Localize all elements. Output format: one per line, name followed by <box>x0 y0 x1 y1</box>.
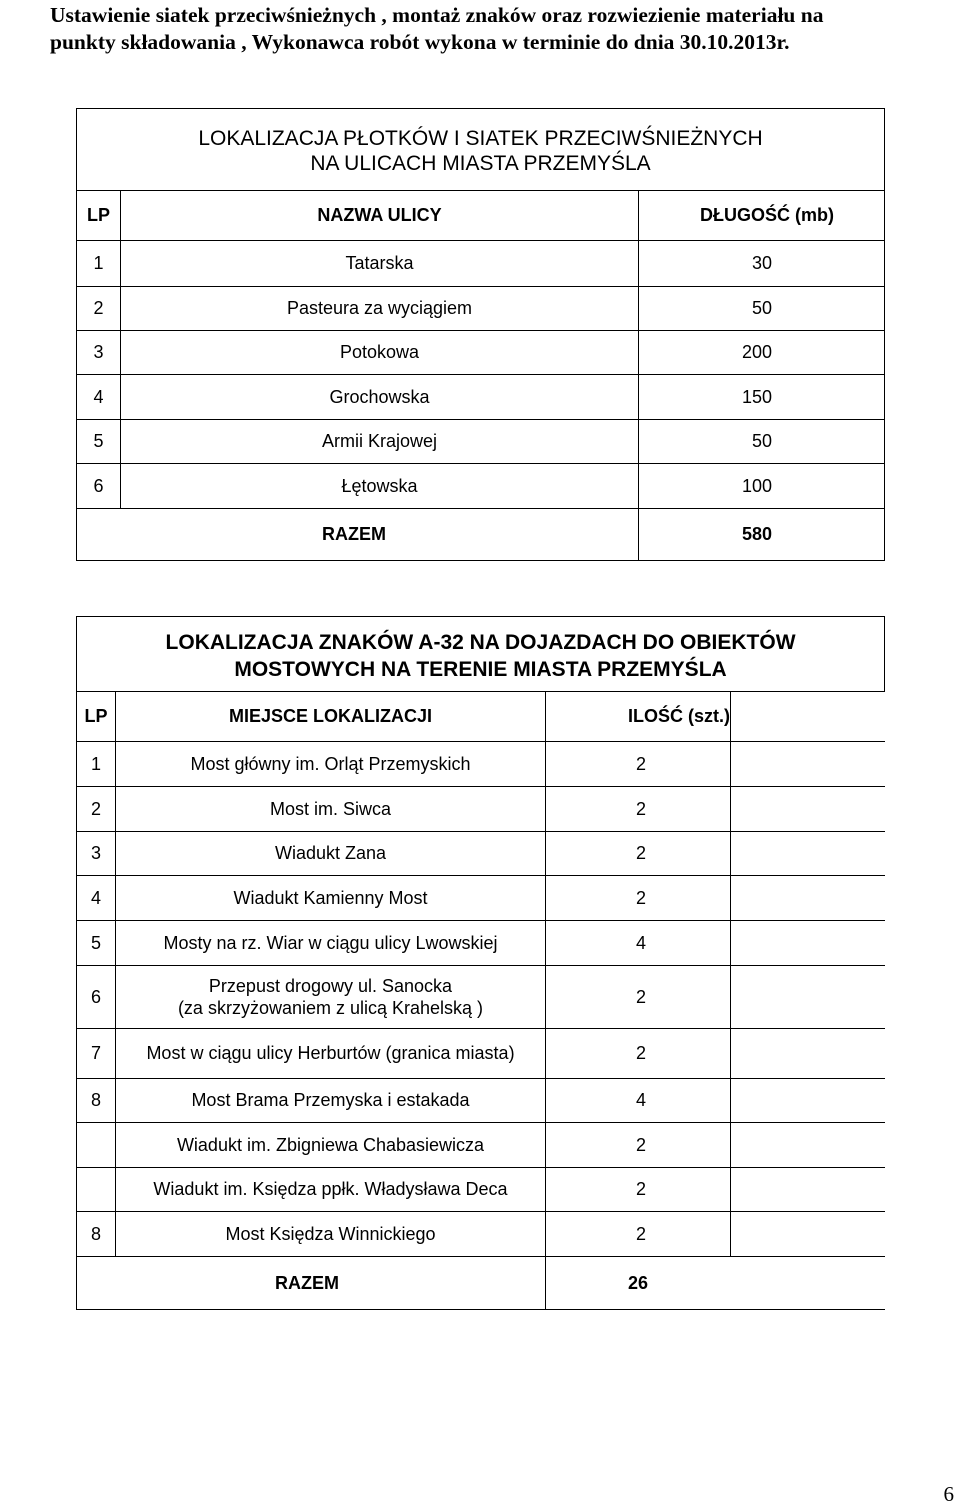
signs-table-title <box>77 617 885 692</box>
row-place: Most główny im. Orląt Przemyskich <box>116 742 546 787</box>
table-row <box>77 464 885 509</box>
page-number: 6 <box>943 1482 954 1506</box>
intro-line-1: Ustawienie siatek przeciwśnieżnych , montaż znaków oraz rozwiezienie materiału na <box>50 3 824 27</box>
row-lp: 8 <box>77 1079 116 1123</box>
table-row <box>77 832 885 876</box>
signs-header-row <box>77 692 885 742</box>
row-place: Mosty na rz. Wiar w ciągu ulicy Lwowskiej <box>116 921 546 966</box>
table-row <box>77 876 885 921</box>
row-street: Łętowska <box>121 464 639 509</box>
row-qty: 2 <box>546 832 731 876</box>
fences-title-line-2: NA ULICACH MIASTA PRZEMYŚLA <box>310 152 651 175</box>
row-lp: 4 <box>77 876 116 921</box>
fences-total-row <box>77 509 885 561</box>
table-row <box>77 787 885 832</box>
table-row <box>77 420 885 464</box>
row-place: Most Księdza Winnickiego <box>116 1212 546 1257</box>
intro-text <box>50 2 930 56</box>
table-row <box>77 375 885 420</box>
table-row <box>77 287 885 331</box>
row-place: Most w ciągu ulicy Herburtów (granica miasta) <box>116 1029 546 1079</box>
header-place: MIEJSCE LOKALIZACJI <box>116 692 546 742</box>
row-qty: 2 <box>546 876 731 921</box>
intro-line-2: punkty składowania , Wykonawca robót wykona w terminie do dnia 30.10.2013r. <box>50 30 790 54</box>
fences-table <box>76 108 885 561</box>
signs-table <box>76 616 885 1310</box>
row-lp: 1 <box>77 241 121 287</box>
total-label: RAZEM <box>77 509 639 561</box>
table-row <box>77 241 885 287</box>
table-row <box>77 921 885 966</box>
header-lp: LP <box>77 692 116 742</box>
total-value: 26 <box>546 1257 731 1310</box>
row-place-line-1: Przepust drogowy ul. Sanocka <box>208 976 453 996</box>
row-lp: 6 <box>77 966 116 1029</box>
table-row <box>77 742 885 787</box>
table-row <box>77 1212 885 1257</box>
table-row <box>77 1123 885 1168</box>
row-length: 50 <box>639 420 885 464</box>
row-street: Potokowa <box>121 331 639 375</box>
fences-table-title <box>77 109 885 191</box>
row-place: Most Brama Przemyska i estakada <box>116 1079 546 1123</box>
row-street: Tatarska <box>121 241 639 287</box>
row-street: Armii Krajowej <box>121 420 639 464</box>
row-qty: 2 <box>546 1123 731 1168</box>
row-lp <box>77 1123 116 1168</box>
row-lp <box>77 1168 116 1212</box>
table-row <box>77 331 885 375</box>
row-qty: 2 <box>546 1212 731 1257</box>
row-length: 100 <box>639 464 885 509</box>
signs-title-line-2: MOSTOWYCH NA TERENIE MIASTA PRZEMYŚLA <box>234 658 727 681</box>
row-place: Wiadukt im. Księdza ppłk. Władysława Deca <box>116 1168 546 1212</box>
row-qty: 2 <box>546 966 731 1029</box>
row-length: 50 <box>639 287 885 331</box>
row-lp: 2 <box>77 287 121 331</box>
row-street: Pasteura za wyciągiem <box>121 287 639 331</box>
signs-total-row <box>77 1257 885 1310</box>
row-qty: 2 <box>546 1029 731 1079</box>
row-street: Grochowska <box>121 375 639 420</box>
table-row <box>77 1168 885 1212</box>
row-qty: 2 <box>546 742 731 787</box>
table-row <box>77 1079 885 1123</box>
row-lp: 5 <box>77 921 116 966</box>
row-place-line-2: (za skrzyżowaniem z ulicą Krahelską ) <box>177 998 484 1018</box>
row-lp: 3 <box>77 331 121 375</box>
row-length: 150 <box>639 375 885 420</box>
row-lp: 4 <box>77 375 121 420</box>
total-label: RAZEM <box>77 1257 546 1310</box>
header-street-name: NAZWA ULICY <box>121 191 639 241</box>
row-length: 30 <box>639 241 885 287</box>
row-qty: 2 <box>546 1168 731 1212</box>
row-lp: 1 <box>77 742 116 787</box>
row-lp: 2 <box>77 787 116 832</box>
row-qty: 2 <box>546 787 731 832</box>
row-place: Wiadukt Kamienny Most <box>116 876 546 921</box>
row-lp: 3 <box>77 832 116 876</box>
row-lp: 5 <box>77 420 121 464</box>
fences-header-row <box>77 191 885 241</box>
row-qty: 4 <box>546 1079 731 1123</box>
total-value: 580 <box>639 509 885 561</box>
row-length: 200 <box>639 331 885 375</box>
row-lp: 7 <box>77 1029 116 1079</box>
header-length: DŁUGOŚĆ (mb) <box>639 191 885 241</box>
row-place: Wiadukt Zana <box>116 832 546 876</box>
signs-title-line-1: LOKALIZACJA ZNAKÓW A-32 NA DOJAZDACH DO OBIEKTÓW <box>165 631 796 654</box>
table-row <box>77 1029 885 1079</box>
row-place: Wiadukt im. Zbigniewa Chabasiewicza <box>116 1123 546 1168</box>
header-lp: LP <box>77 191 121 241</box>
row-lp: 8 <box>77 1212 116 1257</box>
row-place: Most im. Siwca <box>116 787 546 832</box>
row-qty: 4 <box>546 921 731 966</box>
header-qty: ILOŚĆ (szt.) <box>546 692 731 742</box>
row-place <box>116 966 546 1029</box>
fences-title-line-1: LOKALIZACJA PŁOTKÓW I SIATEK PRZECIWŚNIEŻNYCH <box>198 127 763 150</box>
table-row <box>77 966 885 1029</box>
row-lp: 6 <box>77 464 121 509</box>
